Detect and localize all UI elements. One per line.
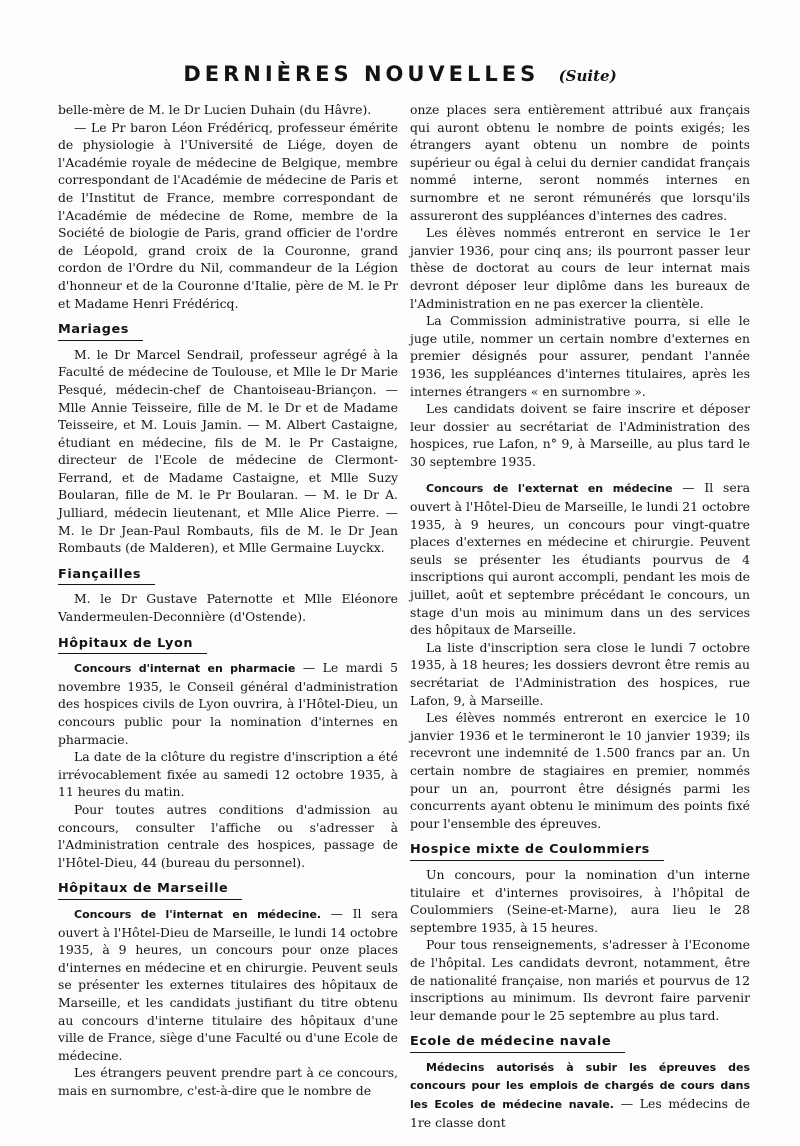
running-head [0,62,800,86]
paragraph [410,1058,750,1131]
paragraph: Pour toutes autres conditions d'admission au concours, consulter l'affiche ou s'adresser à l'Administration centrale des hospices, passage de l'Hôtel-Dieu, 44 (bureau du personnel). [58,801,398,870]
section-heading-mariages: Mariages [58,321,143,341]
paragraph: Les candidats doivent se faire inscrire et déposer leur dossier au secrétariat de l'Administration des hospices, rue Lafon, n° 9, à Marseille, au plus tard le 30 septembre 1935. [410,401,750,469]
paragraph: Un concours, pour la nomination d'un interne titulaire et d'internes provisoires, à l'hôpital de Coulommiers (Seine-et-Marne), aura lieu le 28 septembre 1935, à 15 heures. [410,866,750,935]
paragraph-text: — Il sera ouvert à l'Hôtel-Dieu de Marseille, le lundi 21 octobre 1935, à 9 heures, un concours pour vingt-quatre places d'externes en médecine et chirurgie. Peuvent seuls se présenter les étudiants pourvus de 4 inscriptions qui auront accompli, pendant les mois de juillet, août et septembre précédant le concours, un stage d'un mois au minimum dans un des services des hôpitaux de Marseille. [410,480,750,638]
paragraph-lead: Concours de l'externat en médecine [426,482,673,496]
paragraph-text: — Le mardi 5 novembre 1935, le Conseil général d'administration des hospices civils de Lyon ouvrira, à l'Hôtel-Dieu, un concours public pour la nomination d'internes en pharmacie. [58,660,398,747]
section-heading-navale: Ecole de médecine navale [410,1033,625,1053]
paragraph: Pour tous renseignements, s'adresser à l'Econome de l'hôpital. Les candidats devront, notamment, être de nationalité française, non mariés et pourvus de 12 inscriptions au minimum. Ils devront faire parvenir leur demande pour le 25 septembre au plus tard. [410,937,750,1023]
paragraph: M. le Dr Marcel Sendrail, professeur agrégé à la Faculté de médecine de Toulouse, et Mlle le Dr Marie Pesqué, médecin-chef de Chantoiseau-Briançon. — Mlle Annie Teisseire, fille de M. le Dr et de Madame Teisseire, et M. Louis Jamin. — M. Albert Castaigne, étudiant en médecine, fils de M. le Pr Castaigne, directeur de l'Ecole de médecine de Clermont-Ferrand, et de Madame Castaigne, et Mlle Suzy Boularan, fille de M. le Pr Boularan. — M. le Dr A. Julliard, médecin lieutenant, et Mlle Alice Pierre. — M. le Dr Jean-Paul Rombauts, fils de M. le Dr Jean Rombauts (de Malderen), et Mlle Germaine Luyckx. [58,346,398,556]
paragraph: — Le Pr baron Léon Frédéricq, professeur émérite de physiologie à l'Université de Liége, doyen de l'Académie royale de médecine de Belgique, membre correspondant de l'Académie de médecine de Paris et de l'Institut de France, membre correspondant de l'Académie de médecine de Rome, membre de la Société de biologie de Paris, grand officier de l'ordre de Léopold, grand croix de la Couronne, grand cordon de l'Ordre du Nil, commandeur de la Légion d'honneur et de la Couronne d'Italie, père de M. le Pr et Madame Henri Frédéricq. [58,119,398,311]
page-title-suite: (Suite) [558,67,617,85]
section-heading-marseille: Hôpitaux de Marseille [58,880,242,900]
paragraph-lead: Médecins autorisés à subir les épreuves des concours pour les emplois de chargés de cours dans les Ecoles de médecine navale. [410,1060,750,1112]
right-column [410,101,750,1131]
paragraph [58,905,398,1064]
paragraph: La Commission administrative pourra, si elle le juge utile, nommer un certain nombre d'externes en premier désignés pour assurer, pendant l'année 1936, les suppléances d'internes titulaires, après les internes étrangers « en surnombre ». [410,313,750,399]
paragraph: Les élèves nommés entreront en exercice le 10 janvier 1936 et le termineront le 10 janvier 1939; ils recevront une indemnité de 1.500 francs par an. Un certain nombre de stagiaires en premier, nommés pour un an, pourront être désignés parmi les concurrents ayant obtenu le minimum des points fixé pour l'ensemble des épreuves. [410,710,750,831]
paragraph-lead: Concours de l'internat en médecine. [74,907,322,921]
paragraph: La liste d'inscription sera close le lundi 7 octobre 1935, à 18 heures; les dossiers devront être remis au secrétariat de l'Administration des hospices, rue Lafon, 9, à Marseille. [410,639,750,708]
paragraph [58,659,398,748]
paragraph-text: — Il sera ouvert à l'Hôtel-Dieu de Marseille, le lundi 14 octobre 1935, à 9 heures, un concours pour onze places d'internes en médecine et en chirurgie. Peuvent seuls se présenter les externes titulaires des hôpitaux de Marseille, et les candidats justifiant du titre obtenu au concours d'interne titulaire des hôpitaux d'une ville de France, siège d'une Faculté ou d'une Ecole de médecine. [58,905,398,1063]
paragraph: belle-mère de M. le Dr Lucien Duhain (du Hâvre). [58,102,372,117]
left-column [58,101,398,1099]
paragraph: M. le Dr Gustave Paternotte et Mlle Eléonore Vandermeulen-Deconnière (d'Ostende). [58,591,398,625]
paragraph: onze places sera entièrement attribué aux français qui auront obtenu le nombre de points exigés; les étrangers ayant obtenu un nombre de points supérieur ou égal à celui du dernier candidat français nommé interne, seront nommés internes en surnombre et ne seront rémunérés que lorsqu'ils assureront des suppléances d'internes des cadres. [410,102,750,223]
paragraph-lead: Concours d'internat en pharmacie [74,662,296,676]
paragraph: Les étrangers peuvent prendre part à ce concours, mais en surnombre, c'est-à-dire que le nombre de [58,1065,398,1098]
paragraph-text: — Les médecins de 1re classe dont [410,1096,750,1130]
section-heading-lyon: Hôpitaux de Lyon [58,635,207,655]
section-heading-coulommiers: Hospice mixte de Coulommiers [410,841,664,861]
paragraph: La date de la clôture du registre d'inscription a été irrévocablement fixée au samedi 12 octobre 1935, à 11 heures du matin. [58,749,398,800]
paragraph: Les élèves nommés entreront en service le 1er janvier 1936, pour cinq ans; ils pourront passer leur thèse de doctorat au cours de leur internat mais devront déposer leur diplôme dans les bureaux de l'Administration en ne pas exercer la clientèle. [410,225,750,311]
section-heading-fiancailles: Fiançailles [58,566,155,586]
page-title: DERNIÈRES NOUVELLES [183,62,540,86]
paragraph [410,479,750,638]
